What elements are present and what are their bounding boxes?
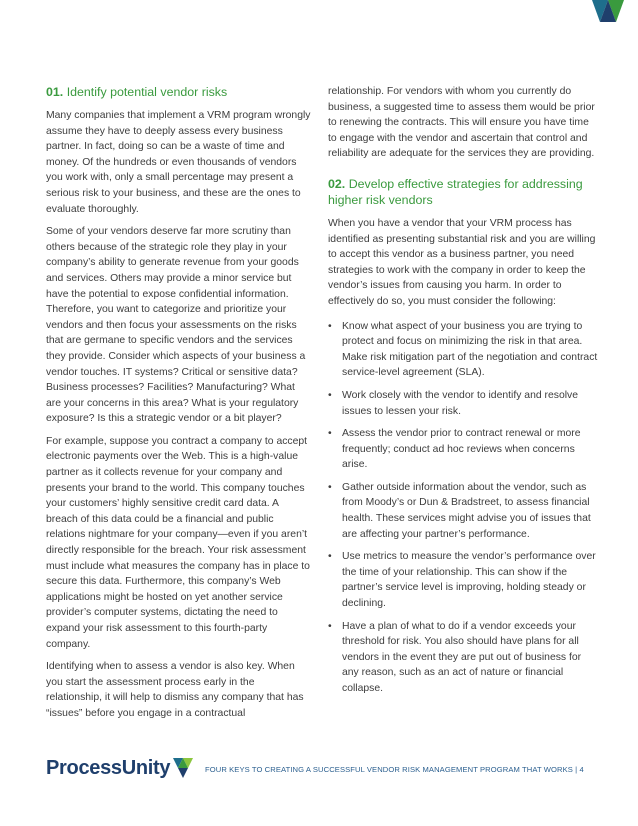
processunity-logo bbox=[46, 756, 193, 780]
bullet-icon: • bbox=[328, 320, 332, 332]
section-1-paragraph: Many companies that implement a VRM program wrongly assume they have to deeply assess every business partner. In fact, doing so can be a waste of time and money. Of the hundreds or even thousands of vendors you work with, only a small percentage may present a serious risk to your business, and these are the ones to evaluate thoroughly. bbox=[46, 110, 311, 215]
list-item-text: Use metrics to measure the vendor’s performance over the time of your relationship. This can show if the partner’s service level is improving, holding steady or declining. bbox=[342, 551, 596, 610]
section-2-number: 02. bbox=[328, 176, 346, 191]
bullet-icon: • bbox=[328, 620, 332, 632]
right-column bbox=[328, 84, 600, 704]
list-item bbox=[328, 426, 600, 473]
footer-separator: | bbox=[572, 765, 580, 774]
section-1-number: 01. bbox=[46, 85, 64, 99]
list-item-text: Know what aspect of your business you are trying to protect and focus on minimizing the risk in that area. Make risk mitigation part of the negotiation and contract service-level agreement (SLA). bbox=[342, 320, 598, 379]
section-1-heading bbox=[46, 84, 312, 100]
section-2-heading bbox=[328, 176, 600, 208]
bullet-icon: • bbox=[328, 389, 332, 401]
section-1-paragraph: Identifying when to assess a vendor is also key. When you start the assessment process early in the relationship, it will help to dismiss any company that has “issues” before you engage in a contractual bbox=[46, 661, 304, 719]
list-item-text: Assess the vendor prior to contract renewal or more frequently; conduct ad hoc reviews when concerns arise. bbox=[342, 428, 581, 471]
list-item-text: Work closely with the vendor to identify and resolve issues to lessen your risk. bbox=[342, 389, 579, 417]
section-1-paragraph: Some of your vendors deserve far more scrutiny than others because of the strategic role they play in your company’s ability to generate revenue from your goods and services. Others may provide a minor service but have the potential to expose confidential information. Therefore, you want to categorize and prioritize your vendors and then focus your assessments on the risks that are germane to specific vendors and the services they provide. Consider which aspects of your business a vendor touches. IT systems? Critical or sensitive data? Business processes? Facilities? Manufacturing? What are your concerns in this area? What is your regulatory exposure? Is this a strategic vendor or a bit player? bbox=[46, 226, 306, 425]
bullet-icon: • bbox=[328, 551, 332, 563]
bullet-icon: • bbox=[328, 428, 332, 440]
section-2-title: Develop effective strategies for addressing higher risk vendors bbox=[328, 176, 583, 207]
corner-decoration bbox=[578, 0, 638, 22]
list-item-text: Have a plan of what to do if a vendor exceeds your threshold for risk. You also should have plans for all vendors in the event they are put out of business for any reason, such as an act of nature or financial collapse. bbox=[342, 620, 582, 694]
left-column bbox=[46, 84, 312, 729]
section-1-continuation: relationship. For vendors with whom you currently do business, a suggested time to assess them would be prior to renewing the contracts. This will ensure you have time to engage with the vendor and ascertain that control and reliability are adequate for the services they are providing. bbox=[328, 86, 595, 160]
logo-mark-icon bbox=[173, 756, 193, 780]
section-1-title: Identify potential vendor risks bbox=[66, 85, 228, 99]
section-2-intro: When you have a vendor that your VRM process has identified as presenting substantial risk and you are willing to accept this vendor as a business partner, you need strategies to work with the company in order to keep the vendor’s issues from causing you harm. In order to effectively do so, you must consider the following: bbox=[328, 217, 596, 307]
list-item bbox=[328, 388, 600, 419]
section-1-paragraph: For example, suppose you contract a company to accept electronic payments over the Web. This is a high-value partner as it collects revenue for your company and presents your brand to the world. This company touches your customers’ highly sensitive credit card data. A breach of this data could be a financial and public relations nightmare for your company—even if you aren’t directly responsible for the breach. Your risk assessment must include what measures the company has in place to secure this data. Furthermore, this company’s Web applications might be hosted on yet another service provider’s computer systems, dictating the need to expand your risk assessment to this fourth-party company. bbox=[46, 435, 310, 650]
list-item bbox=[328, 319, 600, 381]
list-item bbox=[328, 549, 600, 611]
bullet-icon: • bbox=[328, 481, 332, 493]
list-item bbox=[328, 619, 600, 697]
page-number: 4 bbox=[579, 765, 584, 774]
list-item-text: Gather outside information about the vendor, such as from Moody’s or Dun & Bradstreet, to assess financial health. These services might advise you of issues that are affecting your partner’s performance. bbox=[342, 481, 591, 540]
footer-document-title bbox=[205, 765, 584, 774]
list-item bbox=[328, 480, 600, 542]
section-2-bullet-list bbox=[328, 319, 600, 697]
logo-text: ProcessUnity bbox=[46, 756, 171, 779]
footer-title-text: FOUR KEYS TO CREATING A SUCCESSFUL VENDOR RISK MANAGEMENT PROGRAM THAT WORKS bbox=[205, 765, 573, 774]
page-footer bbox=[0, 756, 638, 790]
